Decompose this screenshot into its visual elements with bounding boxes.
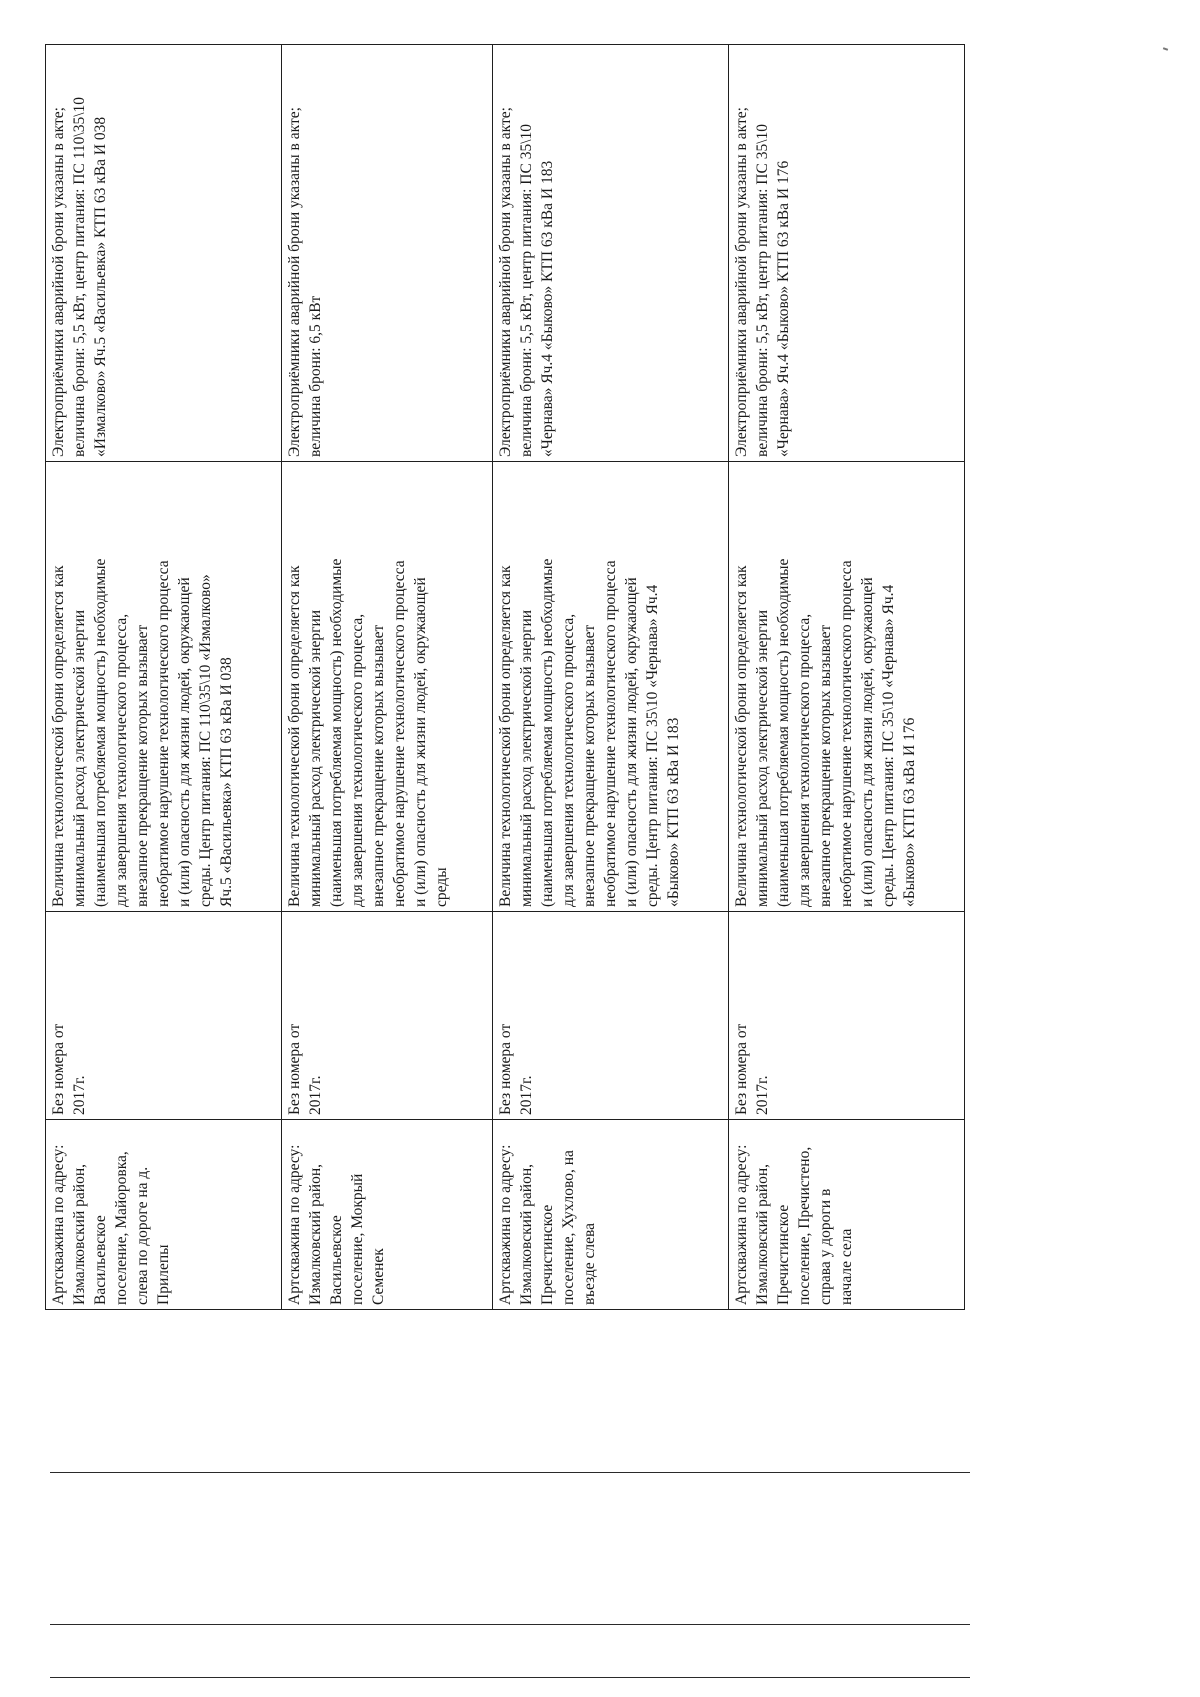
table-row	[492, 45, 728, 1310]
cell-tech-reserve: Величина технологической брони определяется как минимальный расход электрической энергии (наименьшая потребляемая мощность) необходимые для завершения технологического процесса, внезапное прекращение которых вызывает необратимое нарушение технологического процесса и (или) опасность для жизни людей, окружающей среды. Центр питания: ПС 35\10 «Чернава» Яч.4 «Быково» КТП 63 кВа И 176	[728, 462, 964, 912]
cell-act: Без номера от 2017г.	[46, 912, 282, 1120]
table-row	[282, 45, 493, 1310]
cell-location: Артскважина по адресу: Измалковский район, Васильевское поселение, Мокрый Семенек	[282, 1120, 493, 1310]
cell-act: Без номера от 2017г.	[728, 912, 964, 1120]
cell-emergency-reserve: Электроприёмники аварийной брони указаны в акте; величина брони: 5,5 кВт, центр питания: ПС 110\35\10 «Измалково» Яч.5 «Васильевка» КТП 63 кВа И 038	[46, 45, 282, 462]
cell-act: Без номера от 2017г.	[492, 912, 728, 1120]
cell-location: Артскважина по адресу: Измалковский район, Васильевское поселение, Майоровка, слева по дороге на д. Прилепы	[46, 1120, 282, 1310]
cell-tech-reserve: Величина технологической брони определяется как минимальный расход электрической энергии (наименьшая потребляемая мощность) необходимые для завершения технологического процесса, внезапное прекращение которых вызывает необратимое нарушение технологического процесса и (или) опасность для жизни людей, окружающей среды	[282, 462, 493, 912]
divider-line	[50, 1624, 970, 1625]
cell-emergency-reserve: Электроприёмники аварийной брони указаны в акте; величина брони: 5,5 кВт, центр питания: ПС 35\10 «Чернава» Яч.4 «Быково» КТП 63 кВа И 176	[728, 45, 964, 462]
emergency-reserve-table	[45, 44, 965, 1310]
table-row	[728, 45, 964, 1310]
cell-emergency-reserve: Электроприёмники аварийной брони указаны в акте; величина брони: 6,5 кВт	[282, 45, 493, 462]
cell-tech-reserve: Величина технологической брони определяется как минимальный расход электрической энергии (наименьшая потребляемая мощность) необходимые для завершения технологического процесса, внезапное прекращение которых вызывает необратимое нарушение технологического процесса и (или) опасность для жизни людей, окружающей среды. Центр питания: ПС 110\35\10 «Измалково» Яч.5 «Васильевка» КТП 63 кВа И 038	[46, 462, 282, 912]
divider-line	[50, 1677, 970, 1678]
scan-speck	[1163, 47, 1168, 51]
rotated-table-wrapper	[45, 45, 965, 1310]
table-row	[46, 45, 282, 1310]
cell-location: Артскважина по адресу: Измалковский район, Пречистинское поселение, Пречистено, справа у дороги в начале села	[728, 1120, 964, 1310]
cell-location: Артскважина по адресу: Измалковский район, Пречистинское поселение, Хухлово, на въезде слева	[492, 1120, 728, 1310]
cell-act: Без номера от 2017г.	[282, 912, 493, 1120]
cell-tech-reserve: Величина технологической брони определяется как минимальный расход электрической энергии (наименьшая потребляемая мощность) необходимые для завершения технологического процесса, внезапное прекращение которых вызывает необратимое нарушение технологического процесса и (или) опасность для жизни людей, окружающей среды. Центр питания: ПС 35\10 «Чернава» Яч.4 «Быково» КТП 63 кВа И 183	[492, 462, 728, 912]
cell-emergency-reserve: Электроприёмники аварийной брони указаны в акте; величина брони: 5,5 кВт, центр питания: ПС 35\10 «Чернава» Яч.4 «Быково» КТП 63 кВа И 183	[492, 45, 728, 462]
divider-line	[50, 1472, 970, 1473]
